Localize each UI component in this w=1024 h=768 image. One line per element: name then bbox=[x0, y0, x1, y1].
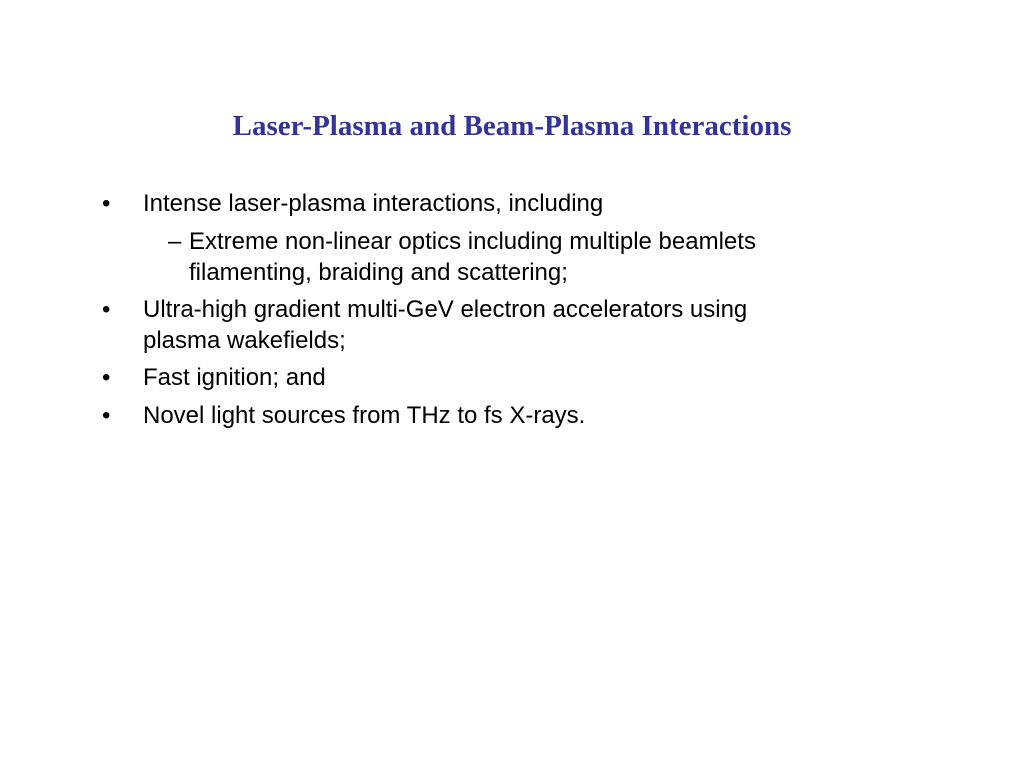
bullet-text: Intense laser-plasma interactions, including bbox=[143, 190, 604, 217]
slide-title: Laser-Plasma and Beam-Plasma Interactions bbox=[232, 110, 792, 142]
bullet-text: Fast ignition; and bbox=[143, 364, 326, 391]
bullet-text: Novel light sources from THz to fs X-rays. bbox=[143, 402, 586, 429]
sub-bullet-text-line-1: Extreme non-linear optics including multiple beamlets bbox=[189, 228, 756, 255]
bullet-text-line-1: Ultra-high gradient multi-GeV electron accelerators using bbox=[143, 296, 748, 323]
bullet-marker: • bbox=[102, 190, 111, 217]
bullet-marker: • bbox=[102, 364, 111, 391]
sub-bullet-text-line-2: filamenting, braiding and scattering; bbox=[189, 259, 568, 286]
dash-marker: – bbox=[168, 228, 182, 255]
bullet-text-line-2: plasma wakefields; bbox=[143, 327, 346, 354]
bullet-marker: • bbox=[102, 402, 111, 429]
bullet-marker: • bbox=[102, 296, 111, 323]
